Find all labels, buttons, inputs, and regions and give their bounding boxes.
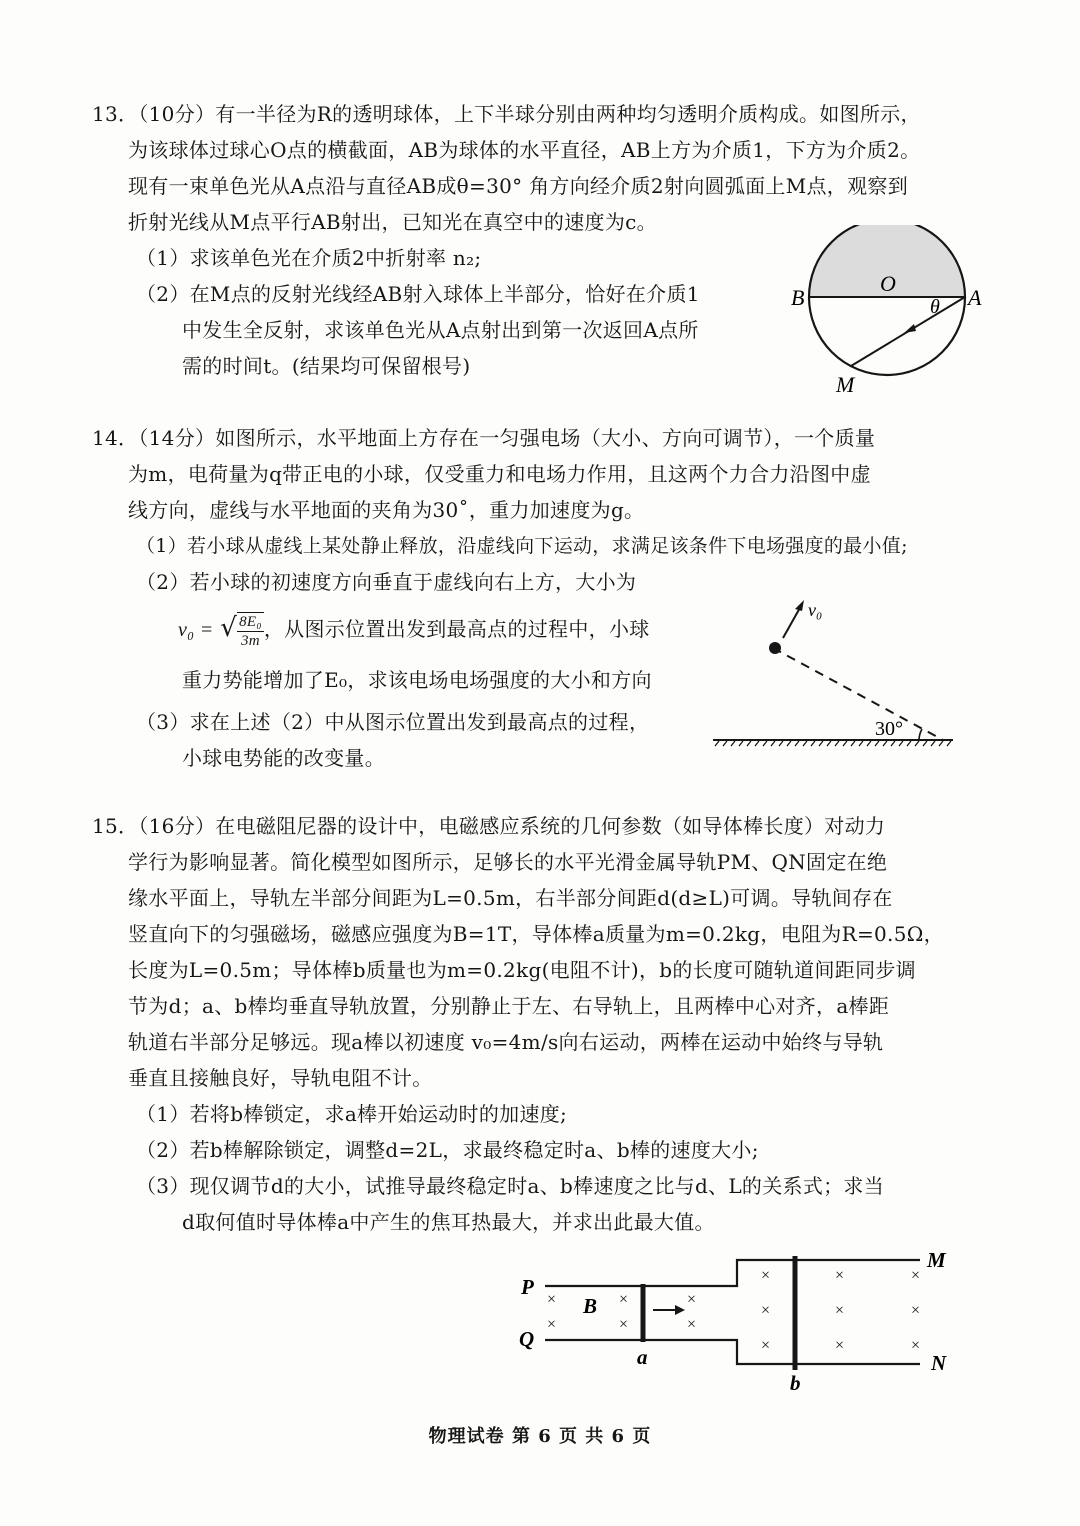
charged-ball — [769, 642, 781, 654]
label-A: A — [968, 285, 982, 310]
angle-arc — [919, 729, 922, 740]
cross: × — [619, 1316, 629, 1333]
q14-part-2: （2）若小球的初速度方向垂直于虚线向右上方，大小为 — [136, 570, 637, 594]
velocity-arrowhead-a — [675, 1305, 685, 1315]
q15-part-3: （3）现仅调节d的大小，试推导最终稳定时a、b棒速度之比与d、L的关系式；求当 — [136, 1174, 885, 1198]
page-footer: 物理试卷 第 6 页 共 6 页 — [428, 1426, 652, 1447]
q13-sphere-figure — [780, 225, 990, 405]
q14-part-1: （1）若小球从虚线上某处静止释放，沿虚线向下运动，求满足该条件下电场强度的最小值; — [136, 535, 908, 557]
cross: × — [835, 1302, 845, 1319]
dashed-force-line — [773, 648, 943, 740]
cross: × — [547, 1316, 557, 1333]
q13-line-4: 折射光线从M点平行AB射出，已知光在真空中的速度为c。 — [128, 210, 657, 234]
v0-numerator: 8E₀ — [239, 613, 262, 630]
cross: × — [547, 1291, 557, 1308]
label-Q: Q — [519, 1327, 535, 1351]
cross: × — [835, 1267, 845, 1284]
label-theta: θ — [930, 296, 940, 318]
q13-part-2: （2）在M点的反射光线经AB射入球体上半部分，恰好在介质1 — [136, 282, 700, 306]
label-M: M — [927, 1248, 946, 1272]
cross: × — [687, 1291, 697, 1308]
q15-line-8: 垂直且接触良好，导轨电阻不计。 — [128, 1066, 433, 1090]
v0-denominator: 3m — [241, 632, 260, 649]
q14-part-3: （3）求在上述（2）中从图示位置出发到最高点的过程， — [136, 710, 650, 734]
q15-part-2: （2）若b棒解除锁定，调整d=2L，求最终稳定时a、b棒的速度大小; — [136, 1138, 759, 1162]
cross: × — [911, 1302, 921, 1319]
sqrt-icon: √ — [220, 613, 238, 643]
cross: × — [911, 1337, 921, 1354]
q13-line-3: 现有一束单色光从A点沿与直径AB成θ=30° 角方向经介质2射向圆弧面上M点，观察到 — [128, 174, 908, 198]
q15-line-2: 学行为影响显著。简化模型如图所示，足够长的水平光滑金属导轨PM、QN固定在绝 — [128, 850, 888, 874]
q13-line-2: 为该球体过球心O点的横截面，AB为球体的水平直径，AB上方为介质1，下方为介质2。 — [128, 138, 921, 162]
cross: × — [911, 1267, 921, 1284]
q15-line-6: 节为d；a、b棒均垂直导轨放置，分别静止于左、右导轨上，且两棒中心对齐，a棒距 — [128, 994, 890, 1018]
q14-v0-formula — [178, 604, 650, 654]
label-b: b — [790, 1371, 801, 1395]
label-a: a — [637, 1345, 648, 1369]
v0-prefix: v₀ = — [178, 619, 214, 641]
q15-part-3-cont: d取何值时导体棒a中产生的焦耳热最大，并求出此最大值。 — [182, 1210, 715, 1234]
label-O: O — [880, 271, 896, 296]
q15-part-1: （1）若将b棒锁定，求a棒开始运动时的加速度; — [136, 1102, 568, 1126]
label-B: B — [791, 285, 805, 310]
q15-rail-figure — [515, 1240, 965, 1400]
q13-line-1: 13．（10分）有一半径为R的透明球体，上下半球分别由两种均匀透明介质构成。如图所示， — [92, 102, 921, 126]
q13-part-2-cont: 中发生全反射，求该单色光从A点射出到第一次返回A点所 — [182, 318, 699, 342]
q15-line-4: 竖直向下的匀强磁场，磁感应强度为B=1T，导体棒a质量为m=0.2kg，电阻为R=0.5Ω， — [128, 922, 944, 946]
cross: × — [761, 1302, 771, 1319]
v0-fraction — [237, 612, 264, 650]
velocity-arrowhead — [795, 600, 804, 611]
cross: × — [835, 1337, 845, 1354]
rail-PM — [545, 1260, 920, 1286]
q14-line-3: 线方向，虚线与水平地面的夹角为30˚，重力加速度为g。 — [128, 498, 645, 522]
label-B-field: B — [583, 1294, 598, 1318]
q14-field-figure — [705, 590, 965, 755]
label-P: P — [521, 1275, 534, 1299]
cross: × — [761, 1337, 771, 1354]
v0-suffix: ，从图示位置出发到最高点的过程中，小球 — [263, 617, 650, 641]
q14-line-1: 14．（14分）如图所示，水平地面上方存在一匀强电场（大小、方向可调节），一个质量 — [92, 426, 876, 450]
q13-part-1: （1）求该单色光在介质2中折射率 n₂; — [136, 246, 482, 270]
q15-line-7: 轨道右半部分足够远。现a棒以初速度 v₀=4m/s向右运动，两棒在运动中始终与导轨 — [128, 1030, 884, 1054]
q15-line-3: 缘水平面上，导轨左半部分间距为L=0.5m，右半部分间距d(d≥L)可调。导轨间存在 — [128, 886, 893, 910]
q14-line-2: 为m，电荷量为q带正电的小球，仅受重力和电场力作用，且这两个力合力沿图中虚 — [128, 462, 871, 486]
label-N: N — [931, 1351, 947, 1375]
q15-line-1: 15．（16分）在电磁阻尼器的设计中，电磁感应系统的几何参数（如导体棒长度）对动力 — [92, 814, 886, 838]
ray-arrow — [904, 324, 916, 333]
cross: × — [761, 1267, 771, 1284]
q14-part-3-cont: 小球电势能的改变量。 — [182, 746, 385, 770]
label-v0: v₀ — [808, 600, 823, 620]
cross: × — [687, 1316, 697, 1333]
q15-line-5: 长度为L=0.5m；导体棒b质量也为m=0.2kg(电阻不计)，b的长度可随轨道间距同步调 — [128, 958, 916, 982]
ground-hatch — [715, 741, 951, 746]
label-M: M — [836, 372, 855, 397]
rail-QN — [545, 1340, 920, 1364]
q14-part-2-cont: 重力势能增加了E₀，求该电场电场强度的大小和方向 — [182, 668, 652, 692]
q13-part-2-cont2: 需的时间t。(结果均可保留根号) — [182, 354, 471, 378]
velocity-vector — [783, 606, 801, 638]
cross: × — [619, 1291, 629, 1308]
label-angle-30: 30° — [875, 718, 903, 740]
